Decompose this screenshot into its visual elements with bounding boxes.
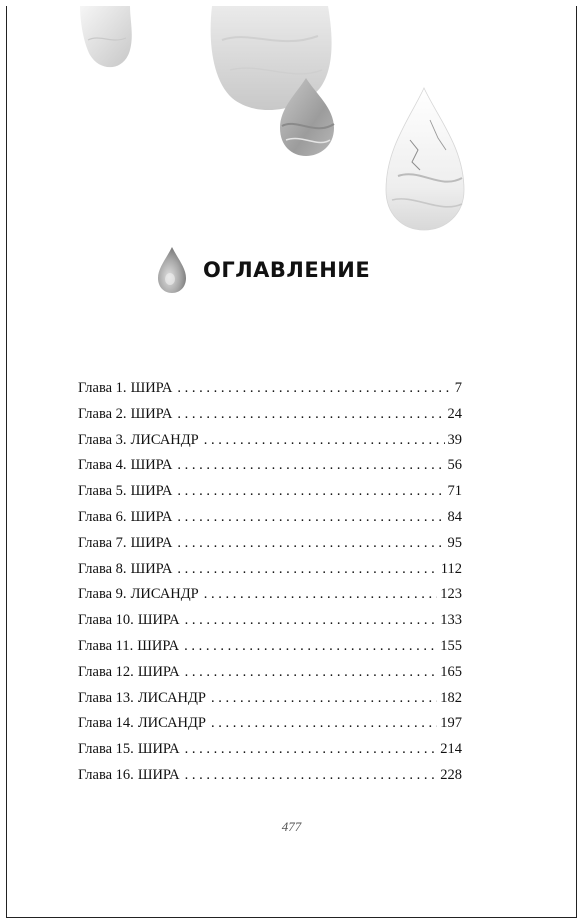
toc-page-number: 39 xyxy=(447,431,462,448)
toc-chapter-title: ШИРА xyxy=(130,508,173,525)
drop-shape xyxy=(80,6,132,67)
toc-dot-leader xyxy=(177,457,444,474)
toc-page-number: 155 xyxy=(440,637,462,654)
toc-entry[interactable] xyxy=(78,612,462,638)
toc-chapter-title: ШИРА xyxy=(130,483,173,500)
toc-chapter-title: ШИРА xyxy=(130,405,173,422)
toc-dot-leader xyxy=(185,612,438,629)
toc-chapter-number: Глава 3. xyxy=(78,431,127,448)
page-title: ОГЛАВЛЕНИЕ xyxy=(203,258,371,282)
toc-dot-leader xyxy=(185,741,438,758)
water-drop-icon xyxy=(157,246,187,294)
toc-page-number: 71 xyxy=(447,483,462,500)
toc-dot-leader xyxy=(184,638,437,655)
toc-page-number: 165 xyxy=(440,663,462,680)
toc-chapter-number: Глава 13. xyxy=(78,689,134,706)
toc-entry[interactable] xyxy=(78,715,462,741)
toc-dot-leader xyxy=(177,561,437,578)
toc-page-number: 112 xyxy=(440,560,462,577)
toc-page-number: 123 xyxy=(440,586,462,603)
toc-page-number: 24 xyxy=(447,405,462,422)
toc-chapter-title: ШИРА xyxy=(137,637,180,654)
toc-chapter-title: ШИРА xyxy=(130,457,173,474)
toc-chapter-title: ЛИСАНДР xyxy=(130,586,199,603)
toc-entry[interactable] xyxy=(78,432,462,458)
toc-chapter-title: ЛИСАНДР xyxy=(137,689,206,706)
toc-entry[interactable] xyxy=(78,664,462,690)
toc-page-number: 84 xyxy=(447,508,462,525)
toc-entry[interactable] xyxy=(78,406,462,432)
toc-entry[interactable] xyxy=(78,561,462,587)
toc-chapter-title: ШИРА xyxy=(137,766,180,783)
toc-dot-leader xyxy=(177,380,451,397)
toc-entry[interactable] xyxy=(78,638,462,664)
toc-chapter-number: Глава 15. xyxy=(78,741,134,758)
toc-chapter-number: Глава 9. xyxy=(78,586,127,603)
toc-chapter-number: Глава 12. xyxy=(78,663,134,680)
toc-page-number: 197 xyxy=(440,715,462,732)
toc-chapter-title: ЛИСАНДР xyxy=(130,431,199,448)
toc-chapter-number: Глава 2. xyxy=(78,405,127,422)
toc-dot-leader xyxy=(204,586,438,603)
toc-chapter-title: ШИРА xyxy=(130,380,173,396)
toc-chapter-number: Глава 8. xyxy=(78,560,127,577)
toc-page-number: 56 xyxy=(447,457,462,474)
toc-heading xyxy=(157,245,370,295)
toc-page-number: 133 xyxy=(440,612,462,629)
toc-chapter-number: Глава 16. xyxy=(78,766,134,783)
toc-entry[interactable] xyxy=(78,741,462,767)
page-number: 477 xyxy=(281,819,302,834)
toc-chapter-number: Глава 1. xyxy=(78,380,127,396)
decorative-drops xyxy=(0,0,583,240)
toc-chapter-number: Глава 7. xyxy=(78,534,127,551)
toc-dot-leader xyxy=(177,483,444,500)
toc-chapter-title: ШИРА xyxy=(130,534,173,551)
toc-page-number: 182 xyxy=(440,689,462,706)
drop-shape xyxy=(386,88,464,230)
toc-chapter-number: Глава 6. xyxy=(78,508,127,525)
toc-chapter-title: ШИРА xyxy=(130,560,173,577)
toc-dot-leader xyxy=(204,432,445,449)
table-of-contents xyxy=(78,380,462,793)
toc-dot-leader xyxy=(177,406,444,423)
toc-dot-leader xyxy=(211,715,437,732)
toc-entry[interactable] xyxy=(78,767,462,793)
toc-entry[interactable] xyxy=(78,535,462,561)
toc-chapter-title: ШИРА xyxy=(137,663,180,680)
toc-chapter-title: ШИРА xyxy=(137,612,180,629)
toc-entry[interactable] xyxy=(78,586,462,612)
toc-chapter-number: Глава 5. xyxy=(78,483,127,500)
toc-dot-leader xyxy=(177,509,444,526)
toc-chapter-number: Глава 11. xyxy=(78,637,134,654)
toc-dot-leader xyxy=(185,767,438,784)
toc-page-number: 7 xyxy=(454,380,462,396)
toc-entry[interactable] xyxy=(78,380,462,406)
toc-entry[interactable] xyxy=(78,509,462,535)
toc-dot-leader xyxy=(177,535,444,552)
toc-entry[interactable] xyxy=(78,483,462,509)
toc-chapter-title: ЛИСАНДР xyxy=(137,715,206,732)
toc-dot-leader xyxy=(211,690,437,707)
toc-page-number: 228 xyxy=(440,766,462,783)
toc-entry[interactable] xyxy=(78,457,462,483)
toc-chapter-number: Глава 14. xyxy=(78,715,134,732)
toc-chapter-title: ШИРА xyxy=(137,741,180,758)
toc-chapter-number: Глава 4. xyxy=(78,457,127,474)
toc-dot-leader xyxy=(185,664,438,681)
toc-entry[interactable] xyxy=(78,690,462,716)
toc-page-number: 95 xyxy=(447,534,462,551)
toc-page-number: 214 xyxy=(440,741,462,758)
toc-chapter-number: Глава 10. xyxy=(78,612,134,629)
